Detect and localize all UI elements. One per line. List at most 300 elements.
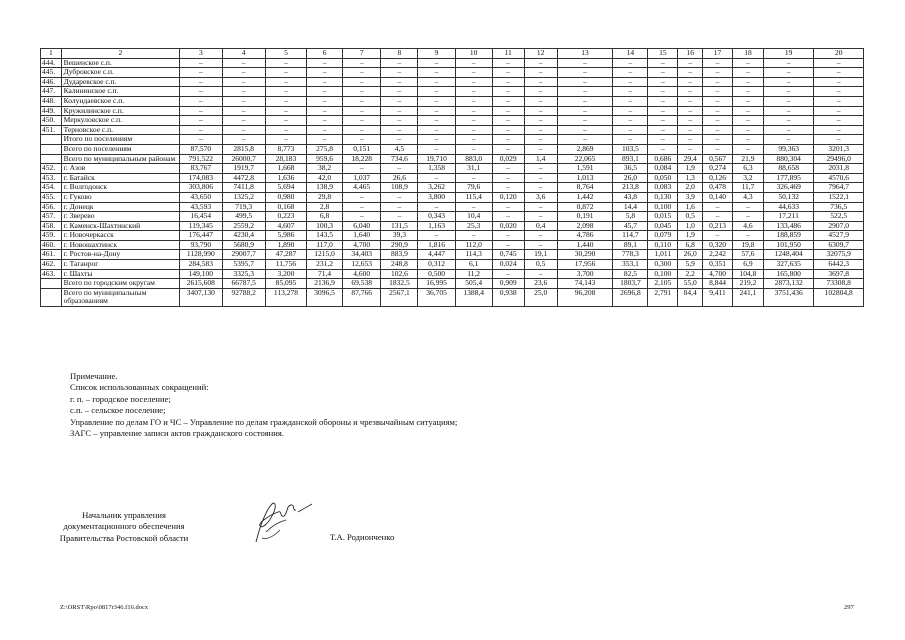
value-cell: –	[732, 58, 763, 68]
column-header: 6	[307, 49, 343, 59]
value-cell: –	[678, 96, 703, 106]
value-cell: 1,0	[678, 221, 703, 231]
value-cell: 0,300	[648, 260, 678, 270]
value-cell: 883,9	[381, 250, 418, 260]
value-cell: 29007,7	[222, 250, 265, 260]
value-cell: –	[381, 164, 418, 174]
row-number: 460.	[41, 240, 62, 250]
value-cell: –	[613, 87, 648, 97]
value-cell: –	[648, 68, 678, 78]
value-cell: 213,8	[613, 183, 648, 193]
value-cell: 1,037	[343, 173, 381, 183]
value-cell: 96,208	[557, 288, 613, 306]
value-cell: –	[524, 135, 557, 145]
value-cell: 19,8	[732, 240, 763, 250]
value-cell: –	[343, 96, 381, 106]
value-cell: –	[524, 212, 557, 222]
value-cell: –	[703, 96, 733, 106]
value-cell: 0,083	[648, 183, 678, 193]
value-cell: 0,478	[703, 183, 733, 193]
value-cell: –	[648, 135, 678, 145]
value-cell: 8,844	[703, 279, 733, 289]
value-cell: –	[307, 116, 343, 126]
value-cell: –	[557, 106, 613, 116]
value-cell: –	[492, 173, 524, 183]
value-cell: –	[492, 96, 524, 106]
value-cell: 2,869	[557, 144, 613, 154]
value-cell: 0,050	[648, 173, 678, 183]
value-cell: 0,567	[703, 154, 733, 164]
value-cell: 1,013	[557, 173, 613, 183]
value-cell: –	[492, 212, 524, 222]
row-number: 445.	[41, 68, 62, 78]
value-cell: –	[557, 125, 613, 135]
value-cell: 778,3	[613, 250, 648, 260]
value-cell: 4,607	[265, 221, 306, 231]
value-cell: 57,6	[732, 250, 763, 260]
value-cell: –	[524, 240, 557, 250]
value-cell: –	[455, 96, 492, 106]
value-cell: –	[492, 269, 524, 279]
value-cell: 1,4	[524, 154, 557, 164]
value-cell: 0,909	[492, 279, 524, 289]
value-cell: 880,304	[763, 154, 814, 164]
value-cell: –	[222, 77, 265, 87]
value-cell: –	[455, 144, 492, 154]
value-cell: 16,454	[180, 212, 222, 222]
value-cell: –	[307, 68, 343, 78]
value-cell: –	[524, 125, 557, 135]
value-cell: –	[678, 58, 703, 68]
table-row	[41, 164, 864, 174]
table-row	[41, 192, 864, 202]
value-cell: 138,9	[307, 183, 343, 193]
value-cell: –	[381, 192, 418, 202]
row-name: Меркуловское с.п.	[61, 116, 180, 126]
value-cell: –	[492, 164, 524, 174]
value-cell: 28,183	[265, 154, 306, 164]
row-number: 444.	[41, 58, 62, 68]
table-row	[41, 250, 864, 260]
value-cell: –	[418, 116, 455, 126]
value-cell: 0,938	[492, 288, 524, 306]
note-item: г. п. – городское поселение;	[70, 393, 171, 404]
value-cell: –	[418, 135, 455, 145]
value-cell: –	[557, 58, 613, 68]
value-cell: 23,6	[524, 279, 557, 289]
value-cell: 117,0	[307, 240, 343, 250]
value-cell: –	[703, 58, 733, 68]
row-name: г. Новочеркасск	[61, 231, 180, 241]
table-row	[41, 106, 864, 116]
value-cell: –	[343, 192, 381, 202]
value-cell: 100,3	[307, 221, 343, 231]
value-cell: 43,8	[613, 192, 648, 202]
value-cell: 2615,608	[180, 279, 222, 289]
value-cell: –	[418, 173, 455, 183]
value-cell: 45,7	[613, 221, 648, 231]
value-cell: –	[265, 58, 306, 68]
value-cell: –	[381, 116, 418, 126]
value-cell: 131,5	[381, 221, 418, 231]
value-cell: –	[678, 135, 703, 145]
value-cell: –	[732, 77, 763, 87]
value-cell: –	[265, 116, 306, 126]
value-cell: –	[307, 135, 343, 145]
value-cell: –	[557, 116, 613, 126]
value-cell: –	[524, 202, 557, 212]
value-cell: 5,986	[265, 231, 306, 241]
value-cell: –	[180, 58, 222, 68]
value-cell: –	[613, 135, 648, 145]
table-row	[41, 116, 864, 126]
value-cell: 89,1	[613, 240, 648, 250]
value-cell: 4,700	[343, 240, 381, 250]
row-name: г. Батайск	[61, 173, 180, 183]
column-header: 17	[703, 49, 733, 59]
value-cell: 6442,3	[814, 260, 864, 270]
value-cell: –	[678, 106, 703, 116]
value-cell: 119,345	[180, 221, 222, 231]
value-cell: 36,705	[418, 288, 455, 306]
value-cell: 10,4	[455, 212, 492, 222]
value-cell: 73308,8	[814, 279, 864, 289]
value-cell: 4,6	[732, 221, 763, 231]
value-cell: –	[180, 68, 222, 78]
value-cell: –	[265, 77, 306, 87]
value-cell: –	[613, 106, 648, 116]
value-cell: –	[381, 77, 418, 87]
value-cell: –	[180, 87, 222, 97]
value-cell: 959,6	[307, 154, 343, 164]
value-cell: 104,8	[732, 269, 763, 279]
value-cell: –	[678, 68, 703, 78]
value-cell: –	[455, 87, 492, 97]
row-number	[41, 288, 62, 306]
value-cell: –	[492, 125, 524, 135]
value-cell: –	[418, 125, 455, 135]
value-cell: 114,7	[613, 231, 648, 241]
value-cell: 3,9	[678, 192, 703, 202]
value-cell: –	[648, 87, 678, 97]
value-cell: 149,100	[180, 269, 222, 279]
value-cell: 177,895	[763, 173, 814, 183]
value-cell: –	[381, 96, 418, 106]
value-cell: –	[492, 240, 524, 250]
column-header: 4	[222, 49, 265, 59]
value-cell: 7964,7	[814, 183, 864, 193]
value-cell: 11,7	[732, 183, 763, 193]
value-cell: –	[703, 125, 733, 135]
value-cell: –	[703, 212, 733, 222]
signatory-name: Т.А. Родионченко	[330, 532, 395, 542]
value-cell: –	[492, 183, 524, 193]
value-cell: 6,8	[307, 212, 343, 222]
value-cell: –	[557, 96, 613, 106]
value-cell: –	[307, 77, 343, 87]
row-number: 455.	[41, 192, 62, 202]
value-cell: 0,126	[703, 173, 733, 183]
value-cell: 2,105	[648, 279, 678, 289]
value-cell: –	[180, 106, 222, 116]
value-cell: 1832,5	[381, 279, 418, 289]
value-cell: 4,3	[732, 192, 763, 202]
value-cell: 18,228	[343, 154, 381, 164]
value-cell: 0,110	[648, 240, 678, 250]
row-number	[41, 144, 62, 154]
value-cell: 3,2	[732, 173, 763, 183]
value-cell: 1,591	[557, 164, 613, 174]
value-cell: 0,168	[265, 202, 306, 212]
value-cell: 0,140	[703, 192, 733, 202]
value-cell: 87,766	[343, 288, 381, 306]
value-cell: –	[732, 231, 763, 241]
row-name: Кружилинское с.п.	[61, 106, 180, 116]
row-name: г. Зверево	[61, 212, 180, 222]
value-cell: 2,8	[307, 202, 343, 212]
value-cell: –	[343, 125, 381, 135]
value-cell: –	[492, 116, 524, 126]
value-cell: 19,1	[524, 250, 557, 260]
value-cell: –	[455, 231, 492, 241]
value-cell: –	[492, 77, 524, 87]
value-cell: –	[343, 116, 381, 126]
value-cell: –	[732, 116, 763, 126]
value-cell: 0,084	[648, 164, 678, 174]
value-cell: 34,403	[343, 250, 381, 260]
value-cell: 43,593	[180, 202, 222, 212]
value-cell: –	[648, 106, 678, 116]
table-row	[41, 135, 864, 145]
value-cell: 0,223	[265, 212, 306, 222]
value-cell: –	[455, 68, 492, 78]
value-cell: –	[557, 135, 613, 145]
value-cell: 1,816	[418, 240, 455, 250]
value-cell: 2696,8	[613, 288, 648, 306]
value-cell: –	[814, 106, 864, 116]
value-cell: 0,100	[648, 202, 678, 212]
value-cell: 1,636	[265, 173, 306, 183]
value-cell: –	[418, 87, 455, 97]
value-cell: 114,3	[455, 250, 492, 260]
column-header: 16	[678, 49, 703, 59]
value-cell: 82,5	[613, 269, 648, 279]
value-cell: –	[455, 116, 492, 126]
value-cell: –	[381, 202, 418, 212]
row-number: 456.	[41, 202, 62, 212]
row-number	[41, 279, 62, 289]
table-row	[41, 288, 864, 306]
value-cell: –	[265, 68, 306, 78]
value-cell: –	[418, 58, 455, 68]
value-cell: –	[613, 125, 648, 135]
row-number: 452.	[41, 164, 62, 174]
row-name: г. Волгодонск	[61, 183, 180, 193]
value-cell: 19,710	[418, 154, 455, 164]
value-cell: –	[455, 125, 492, 135]
value-cell: 0,4	[524, 221, 557, 231]
value-cell: 108,9	[381, 183, 418, 193]
value-cell: 44,633	[763, 202, 814, 212]
row-name: Всего по муниципальным районам	[61, 154, 180, 164]
column-header: 14	[613, 49, 648, 59]
row-number	[41, 154, 62, 164]
column-header: 11	[492, 49, 524, 59]
value-cell: 83,767	[180, 164, 222, 174]
table-row	[41, 144, 864, 154]
column-header: 10	[455, 49, 492, 59]
value-cell: –	[732, 87, 763, 97]
value-cell: –	[222, 106, 265, 116]
value-cell: 79,6	[455, 183, 492, 193]
value-cell: –	[265, 125, 306, 135]
value-cell: 16,995	[418, 279, 455, 289]
table-body	[41, 49, 864, 307]
table-row	[41, 87, 864, 97]
column-header: 1	[41, 49, 62, 59]
value-cell: 3,800	[418, 192, 455, 202]
value-cell: 290,9	[381, 240, 418, 250]
signatory-line: Начальник управления	[82, 510, 166, 520]
row-name: Терновское с.п.	[61, 125, 180, 135]
value-cell: –	[381, 106, 418, 116]
value-cell: –	[703, 68, 733, 78]
row-name: Дударевское с.п.	[61, 77, 180, 87]
value-cell: 4472,8	[222, 173, 265, 183]
value-cell: –	[763, 77, 814, 87]
row-name: Всего по поселениям	[61, 144, 180, 154]
column-header: 8	[381, 49, 418, 59]
value-cell: 0,029	[492, 154, 524, 164]
value-cell: 11,2	[455, 269, 492, 279]
value-cell: 1,442	[557, 192, 613, 202]
value-cell: 0,320	[703, 240, 733, 250]
value-cell: –	[678, 77, 703, 87]
value-cell: –	[524, 116, 557, 126]
value-cell: 0,045	[648, 221, 678, 231]
value-cell: –	[418, 106, 455, 116]
value-cell: –	[455, 106, 492, 116]
value-cell: –	[180, 96, 222, 106]
value-cell: 165,800	[763, 269, 814, 279]
value-cell: 88,658	[763, 164, 814, 174]
handwritten-signature	[242, 496, 322, 548]
value-cell: 25,0	[524, 288, 557, 306]
value-cell: –	[418, 202, 455, 212]
value-cell: 1388,4	[455, 288, 492, 306]
value-cell: –	[648, 116, 678, 126]
row-name: г. Донецк	[61, 202, 180, 212]
value-cell: –	[381, 125, 418, 135]
value-cell: 4,600	[343, 269, 381, 279]
value-cell: –	[732, 106, 763, 116]
row-number: 457.	[41, 212, 62, 222]
table-row	[41, 96, 864, 106]
value-cell: 791,522	[180, 154, 222, 164]
value-cell: 3201,3	[814, 144, 864, 154]
value-cell: 1325,2	[222, 192, 265, 202]
value-cell: –	[763, 68, 814, 78]
value-cell: 284,583	[180, 260, 222, 270]
value-cell: –	[307, 125, 343, 135]
value-cell: 115,4	[455, 192, 492, 202]
value-cell: –	[763, 116, 814, 126]
notes-intro: Список использованных сокращений:	[70, 382, 209, 393]
note-item: ЗАГС – управление записи актов гражданского состояния.	[70, 428, 284, 439]
value-cell: –	[492, 202, 524, 212]
value-cell: 1215,0	[307, 250, 343, 260]
value-cell: –	[524, 269, 557, 279]
value-cell: 6,8	[678, 240, 703, 250]
value-cell: 4,786	[557, 231, 613, 241]
table-row	[41, 58, 864, 68]
value-cell: –	[222, 96, 265, 106]
value-cell: 0,015	[648, 212, 678, 222]
value-cell: 0,312	[418, 260, 455, 270]
value-cell: 101,950	[763, 240, 814, 250]
value-cell: –	[492, 87, 524, 97]
table-row	[41, 77, 864, 87]
row-number	[41, 135, 62, 145]
value-cell: –	[763, 87, 814, 97]
value-cell: 0,745	[492, 250, 524, 260]
value-cell: –	[524, 58, 557, 68]
table-row	[41, 269, 864, 279]
value-cell: –	[524, 77, 557, 87]
value-cell: –	[343, 68, 381, 78]
value-cell: 1128,990	[180, 250, 222, 260]
value-cell: 38,2	[307, 164, 343, 174]
value-cell: –	[492, 135, 524, 145]
value-cell: 0,130	[648, 192, 678, 202]
column-header: 9	[418, 49, 455, 59]
value-cell: –	[678, 116, 703, 126]
value-cell: 2907,0	[814, 221, 864, 231]
page-number: 297	[844, 604, 854, 611]
value-cell: 1,358	[418, 164, 455, 174]
value-cell: –	[492, 68, 524, 78]
value-cell: –	[613, 96, 648, 106]
table-row	[41, 68, 864, 78]
value-cell: 2,0	[678, 183, 703, 193]
column-header: 3	[180, 49, 222, 59]
value-cell: –	[222, 125, 265, 135]
value-cell: –	[648, 144, 678, 154]
row-name: Всего по городским округам	[61, 279, 180, 289]
value-cell: –	[381, 58, 418, 68]
value-cell: –	[524, 106, 557, 116]
value-cell: –	[307, 96, 343, 106]
value-cell: 32075,9	[814, 250, 864, 260]
row-number: 459.	[41, 231, 62, 241]
value-cell: –	[180, 116, 222, 126]
column-header: 19	[763, 49, 814, 59]
value-cell: –	[180, 135, 222, 145]
value-cell: 55,0	[678, 279, 703, 289]
value-cell: –	[492, 231, 524, 241]
value-cell: 29,4	[678, 154, 703, 164]
row-name: Итого по поселениям	[61, 135, 180, 145]
row-number: 450.	[41, 116, 62, 126]
value-cell: 6,9	[732, 260, 763, 270]
value-cell: –	[524, 68, 557, 78]
value-cell: 4,465	[343, 183, 381, 193]
signatory-title	[46, 510, 202, 544]
value-cell: 102804,8	[814, 288, 864, 306]
value-cell: 2,242	[703, 250, 733, 260]
value-cell: –	[265, 135, 306, 145]
value-cell: –	[732, 68, 763, 78]
